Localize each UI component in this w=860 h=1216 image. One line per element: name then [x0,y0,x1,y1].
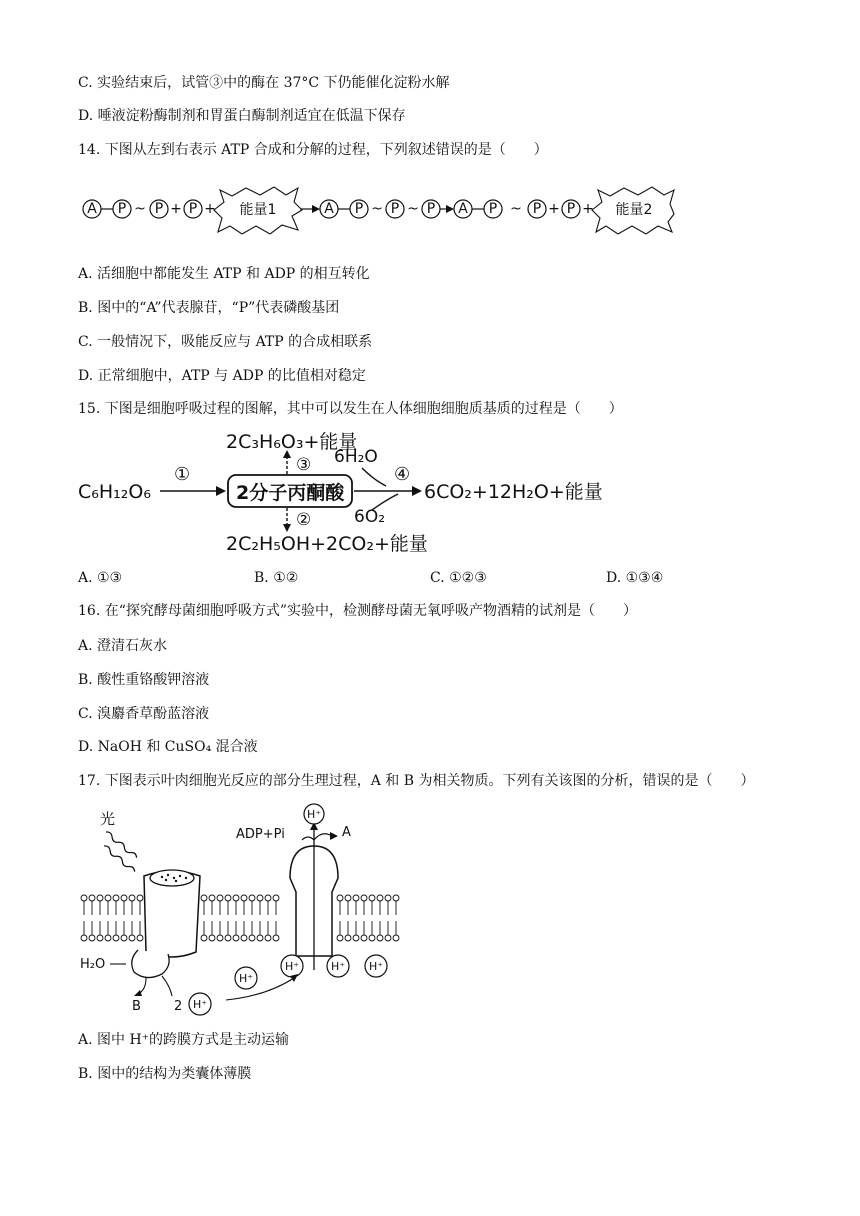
thylakoid-membrane-diagram [76,800,406,1020]
arrow-down-icon [134,990,142,996]
arrow-right-icon [312,205,320,213]
proton-label: H⁺ [306,808,322,821]
proton-count: 2 [174,999,183,1014]
proton-label: H⁺ [284,960,300,973]
energy-2-label: 能量2 [615,202,653,218]
high-energy-bond: ~ [407,201,419,217]
plus-sign: + [204,201,216,217]
lactic-acid-product: 2C₃H₆O₃+能量 [226,431,358,453]
phosphate-label: P [354,201,364,217]
proton-label: H⁺ [192,998,208,1011]
q15-option-b: B. ①② [254,570,299,586]
energy-1-label: 能量1 [239,202,277,218]
adenosine-label-1: A [87,201,97,217]
phosphate-label: P [488,201,498,217]
step-1-marker: ① [174,464,191,485]
lipid-bilayer [81,895,399,941]
q13-option-d: D. 唾液淀粉酶制剂和胃蛋白酶制剂适宜在低温下保存 [78,108,406,124]
arrow-down-icon [283,524,291,532]
plus-sign: + [582,201,594,217]
arrow-right-icon [412,486,422,496]
q15-stem: 15. 下图是细胞呼吸过程的图解，其中可以发生在人体细胞细胞质基质的过程是（ ） [78,401,623,417]
phosphate-label: P [532,201,542,217]
q14-stem: 14. 下图从左到右表示 ATP 合成和分解的过程，下列叙述错误的是（ ） [78,142,548,158]
q14-option-c: C. 一般情况下，吸能反应与 ATP 的合成相联系 [78,334,373,350]
q15-option-a: A. ①③ [78,570,123,586]
phosphate-label: P [426,201,436,217]
q15-option-d: D. ①③④ [606,570,664,586]
q14-option-b: B. 图中的“A”代表腺苷，“P”代表磷酸基团 [78,300,340,316]
aerobic-product: 6CO₂+12H₂O+能量 [424,481,603,503]
q16-stem: 16. 在“探究酵母菌细胞呼吸方式”实验中，检测酵母菌无氧呼吸产物酒精的试剂是（ ） [78,603,638,619]
adenosine-label-3: A [458,201,468,217]
glucose-formula: C₆H₁₂O₆ [78,481,151,503]
respiration-diagram [76,428,616,558]
step-3-marker: ③ [296,455,312,475]
light-wave-icon [103,844,136,873]
phosphate-label: P [117,201,127,217]
water-reactant: 6H₂O [334,447,378,467]
plus-sign: + [170,201,182,217]
water-splitting-complex [132,950,169,978]
q13-option-c: C. 实验结束后，试管③中的酶在 37°C 下仍能催化淀粉水解 [78,75,450,91]
light-wave-icon [105,830,138,859]
arrow-right-icon [446,205,454,213]
high-energy-bond: ~ [510,201,522,217]
pyruvate-label: 2分子丙酮酸 [236,482,345,504]
proton-label: H⁺ [368,960,384,973]
q17-stem: 17. 下图表示叶肉细胞光反应的部分生理过程，A 和 B 为相关物质。下列有关该图的分析，错误的是（ ） [78,773,755,789]
ethanol-product: 2C₂H₅OH+2CO₂+能量 [226,533,428,555]
light-label: 光 [100,810,116,828]
product-b-label: B [132,999,141,1014]
q16-option-a: A. 澄清石灰水 [78,638,168,654]
phosphate-label: P [566,201,576,217]
step-4-marker: ④ [394,464,411,485]
product-a-label: A [342,825,351,840]
q16-option-b: B. 酸性重铬酸钾溶液 [78,672,210,688]
q17-option-b: B. 图中的结构为类囊体薄膜 [78,1066,252,1082]
plus-sign: + [548,201,560,217]
phosphate-label: P [188,201,198,217]
phosphate-label: P [154,201,164,217]
proton-label: H⁺ [238,972,254,985]
arrow-right-icon [330,832,338,840]
arrow-right-icon [216,486,226,496]
atp-cycle-diagram [76,182,676,238]
q17-option-a: A. 图中 H⁺的跨膜方式是主动运输 [78,1032,290,1048]
oxygen-reactant: 6O₂ [354,507,386,527]
q14-option-d: D. 正常细胞中，ATP 与 ADP 的比值相对稳定 [78,368,366,384]
phosphate-label: P [390,201,400,217]
high-energy-bond: ~ [371,201,383,217]
adenosine-label-2: A [324,201,334,217]
q15-option-c: C. ①②③ [430,570,487,586]
q16-option-d: D. NaOH 和 CuSO₄ 混合液 [78,739,258,755]
step-2-marker: ② [296,510,312,530]
upper-leaflet [81,895,399,915]
adp-pi-label: ADP+Pi [236,827,285,842]
high-energy-bond: ~ [134,201,146,217]
proton-label: H⁺ [330,960,346,973]
q14-option-a: A. 活细胞中都能发生 ATP 和 ADP 的相互转化 [78,266,370,282]
lower-leaflet [81,921,399,941]
q16-option-c: C. 溴麝香草酚蓝溶液 [78,706,210,722]
water-label: H₂O [80,957,106,972]
